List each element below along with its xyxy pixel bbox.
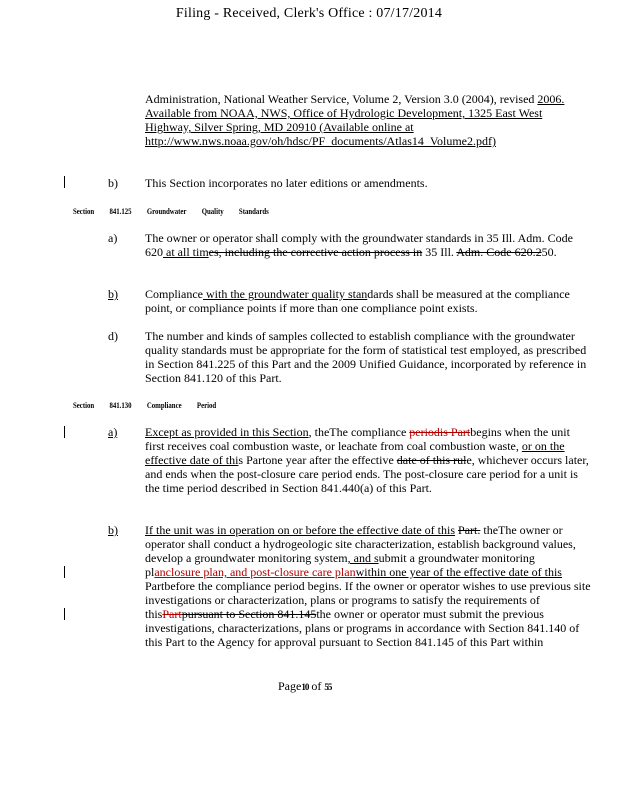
para-b-unit-in-operation: If the unit was in operation on or before the effective date of this Part. theThe owner or operator shall conduct a hydrogeologic site characterization, establish background values, develop a groundwater monitoring system, and submit a groundwater monitoring planclosure plan, and post-closure care planwithin one year of the effective date of this Partbefore the compliance period begins. If the owner or operator wishes to use previous site investigations or characterization, plans or programs to satisfy the requirements of thisPartpursuant to Section 841.145the owner or operator must submit the previous investigations, characterizations, plans or programs in accordance with Section 841.140 of this Part to the Agency for approval pursuant to Section 841.145 of this Part within [145, 523, 591, 649]
intro-underlined-text: 2006. Available from NOAA, NWS, Office of Hydrologic Development, 1325 East West Highway, Silver Spring, MD 20910 (Available online at http://www.nws.noaa.gov/oh/hdsc/PF_documents/Atlas14_Volume2.pdf) [145, 92, 565, 148]
para-label: a) [108, 231, 118, 245]
change-bar [64, 176, 65, 188]
para-b-compliance-measured: Compliance with the groundwater quality standards shall be measured at the compliance point, or compliance points if more than one compliance point exists. [145, 287, 570, 315]
para-a-groundwater-standards: The owner or operator shall comply with the groundwater standards in 35 Ill. Adm. Code 620 at all times, including the corrective action process in 35 Ill. Adm. Code 620.250. [145, 231, 573, 259]
page-footer: Page10 of 55 [278, 679, 332, 693]
para-label: b) [108, 523, 118, 537]
change-bar [64, 608, 65, 620]
change-bar [64, 426, 65, 438]
para-d-samples: The number and kinds of samples collected to establish compliance with the groundwater quality standards must be appropriate for the form of statistical test employed, as prescribed in Section 841.225 of this Part and the 2009 Unified Guidance, incorporated by reference in Section 841.120 of this Part. [145, 329, 587, 385]
para-label: b) [108, 287, 118, 301]
intro-text: Administration, National Weather Service, Volume 2, Version 3.0 (2004), revised [145, 92, 538, 106]
change-bar [64, 566, 65, 578]
section-841-125-heading: Section 841.125 Groundwater Quality Standards [73, 207, 269, 216]
para-label: a) [108, 425, 118, 439]
intro-paragraph [145, 92, 591, 148]
filing-header: Filing - Received, Clerk's Office : 07/17/2014 [175, 6, 443, 21]
para-label: b) [108, 176, 118, 190]
para-b-incorporates: This Section incorporates no later editions or amendments. [145, 176, 428, 190]
para-a-compliance-period: Except as provided in this Section, theThe compliance periodis Partbegins when the unit first receives coal combustion waste, or leachate from coal combustion waste, or on the effective date of this Partone year after the effective date of this rule, whichever occurs later, and ends when the post-closure care period ends. The post-closure care period for a unit is the time period described in Section 841.440(a) of this Part. [145, 425, 589, 495]
para-label: d) [108, 329, 118, 343]
section-841-130-heading: Section 841.130 Compliance Period [73, 401, 217, 410]
